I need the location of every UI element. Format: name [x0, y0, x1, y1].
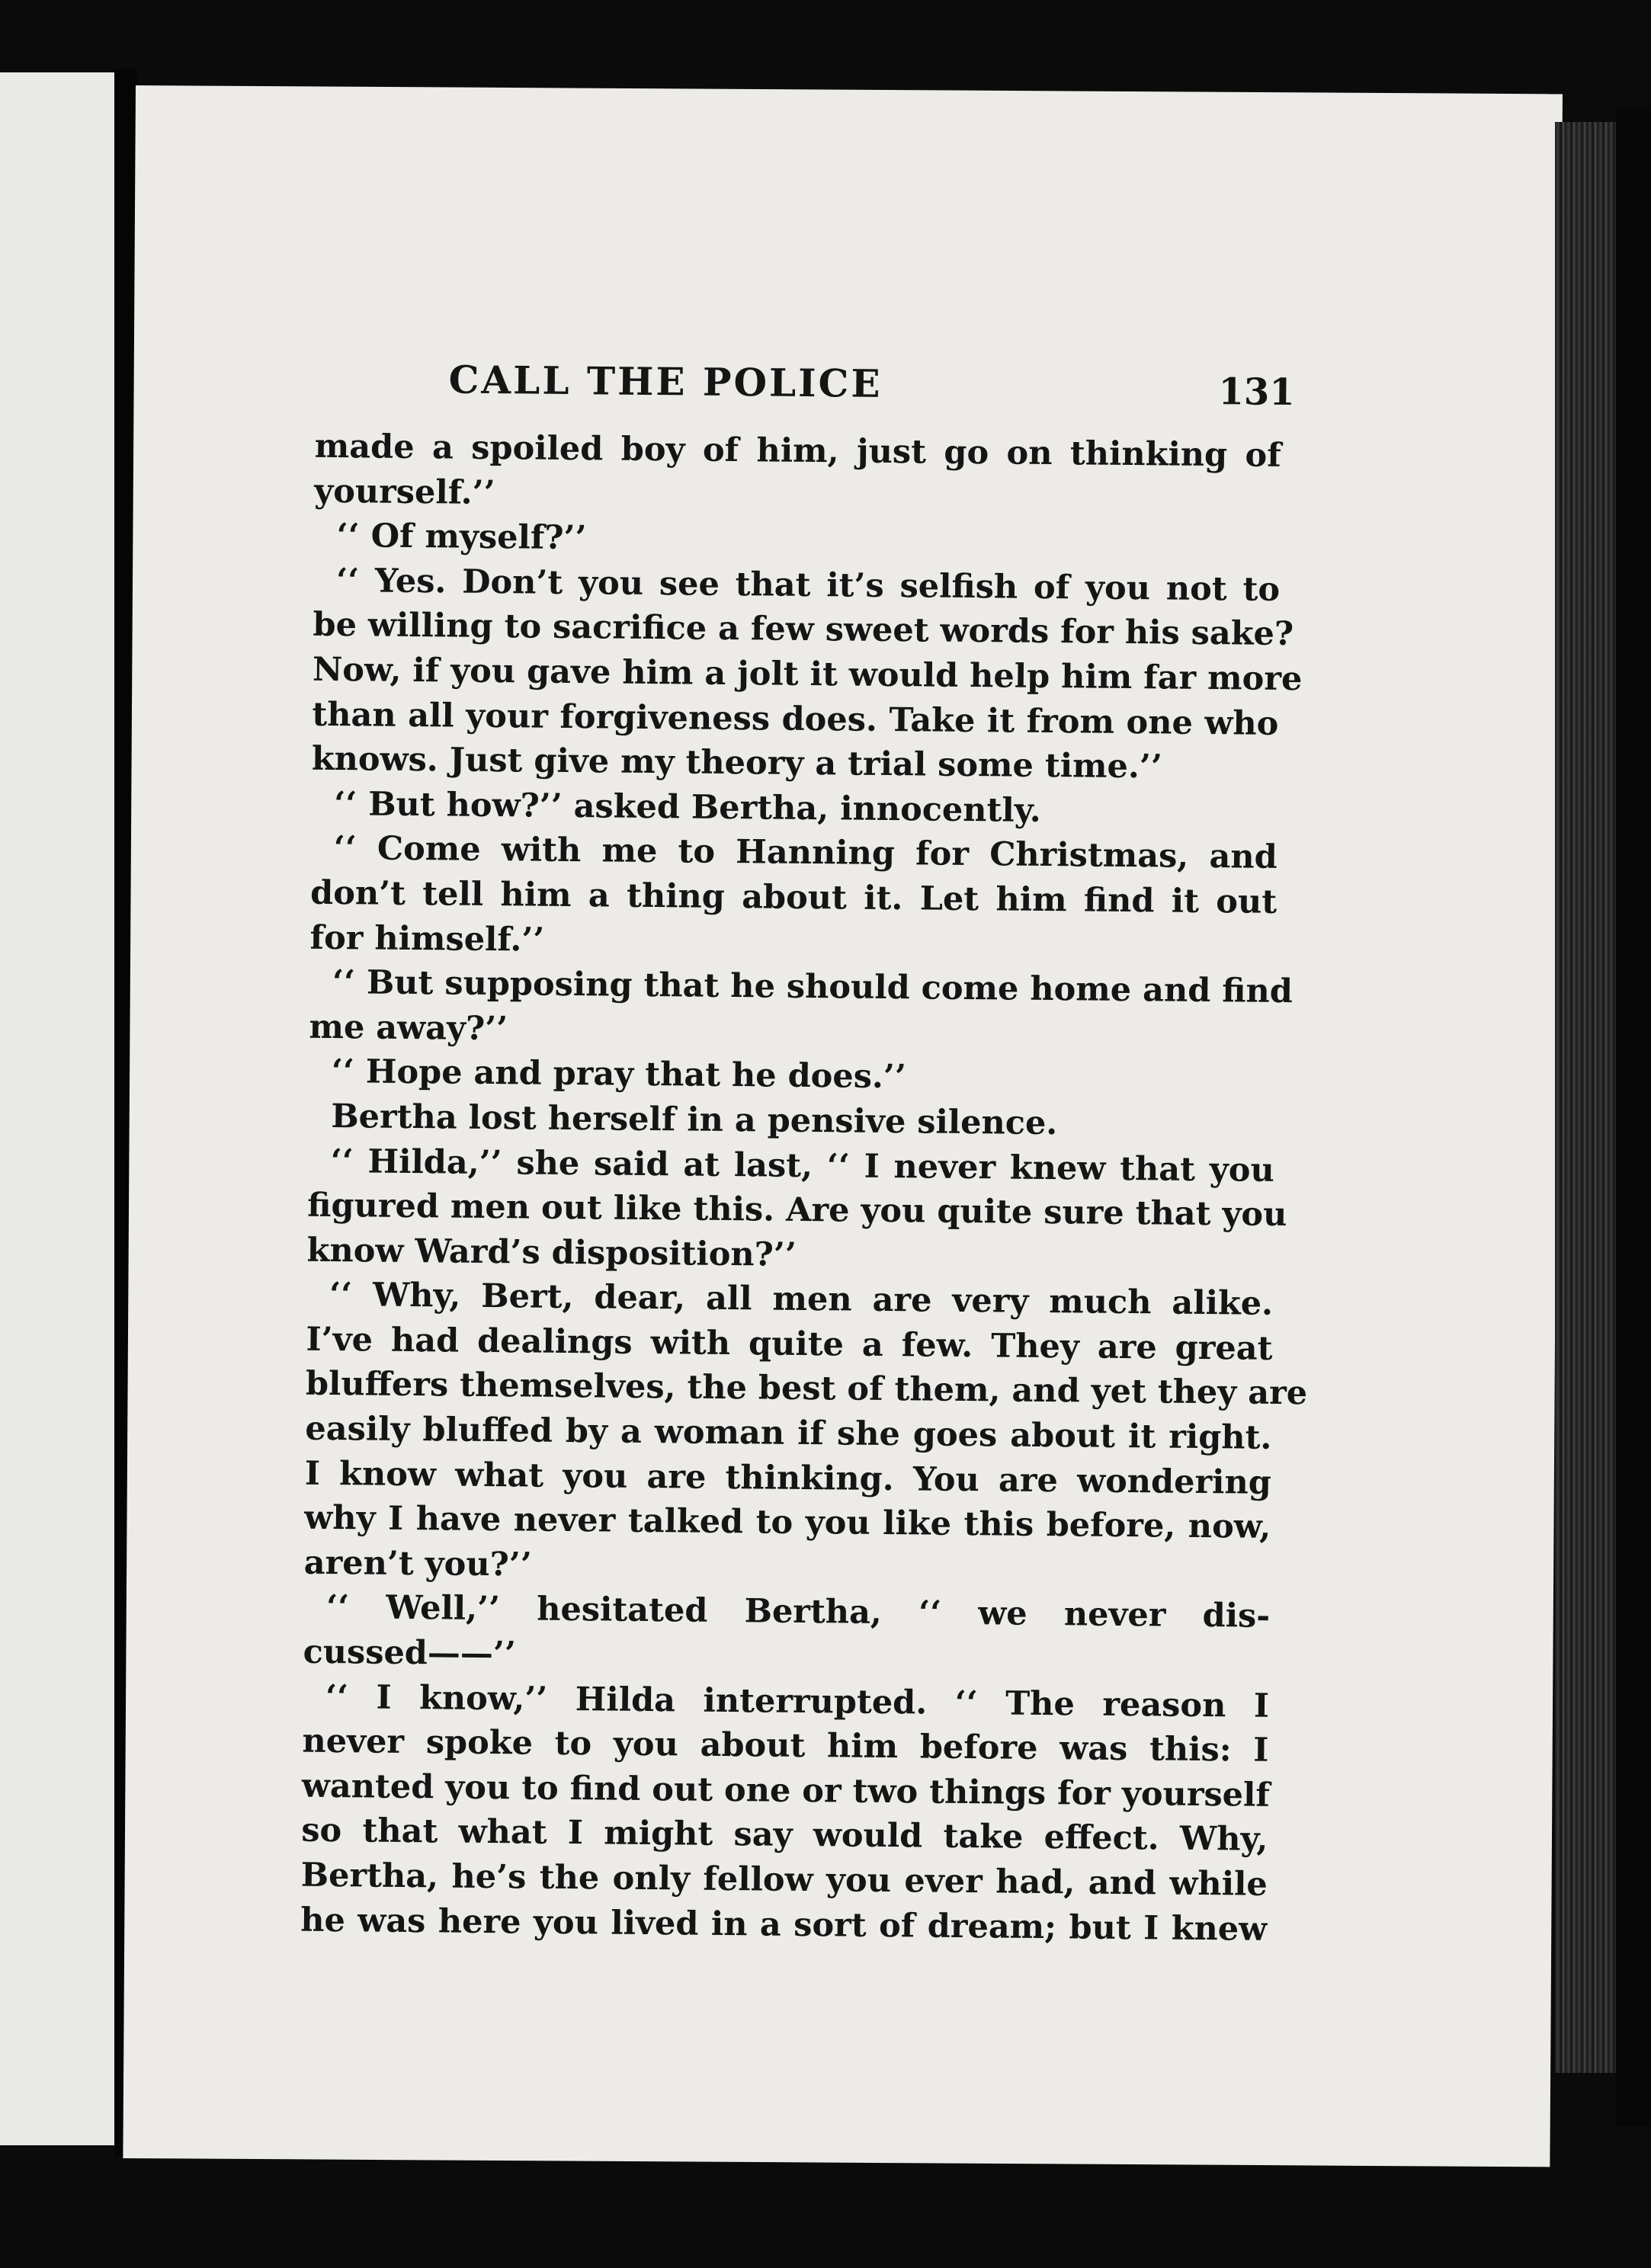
text-line: know Ward’s disposition?’’ — [306, 1231, 797, 1274]
scan-border — [1616, 107, 1651, 2126]
text-line: made a spoiled boy of him, just go on thinking of — [314, 427, 1281, 475]
text-line: for himself.’’ — [309, 918, 545, 959]
text-line: don’t tell him a thing about it. Let him find it out — [309, 873, 1278, 921]
text-line: so that what I might say would take effect. Why, — [301, 1812, 1268, 1860]
text-line: ‘‘ Why, Bert, dear, all men are very much alike. — [329, 1276, 1274, 1324]
text-line: I’ve had dealings with quite a few. They are great — [306, 1320, 1273, 1368]
text-line: ‘‘ But supposing that he should come home and find — [332, 963, 1294, 1011]
text-line: ‘‘ I know,’’ Hilda interrupted. ‘‘ The reason I — [325, 1677, 1270, 1725]
text-line: ‘‘ Of myself?’’ — [336, 517, 587, 558]
text-line: figured men out like this. Are you quite sure that you — [306, 1186, 1287, 1235]
text-line: wanted you to find out one or two things for yourself — [301, 1767, 1271, 1815]
text-line: ‘‘ Well,’’ hesitated Bertha, ‘‘ we never dis- — [325, 1588, 1271, 1636]
text-line: aren’t you?’’ — [303, 1543, 532, 1584]
text-line: bluffers themselves, the best of them, and yet they are — [305, 1365, 1308, 1413]
running-title: CALL THE POLICE — [448, 357, 883, 406]
text-line: he was here you lived in a sort of dream; but I knew — [300, 1901, 1268, 1949]
facing-page-edge — [0, 72, 114, 2145]
text-line: me away?’’ — [309, 1007, 508, 1048]
text-line: be willing to sacrifice a few sweet words for his sake? — [313, 606, 1294, 654]
text-line: ‘‘ Yes. Don’t you see that it’s selfish of you not to — [335, 561, 1281, 609]
text-line: yourself.’’ — [313, 472, 495, 512]
text-line: easily bluffed by a woman if she goes about it right. — [305, 1409, 1272, 1457]
text-line: never spoke to you about him before was this: I — [302, 1722, 1269, 1770]
text-line: ‘‘ But how?’’ asked Bertha, innocently. — [334, 784, 1042, 830]
page-stack-edges — [1555, 122, 1616, 2073]
text-line: ‘‘ Hope and pray that he does.’’ — [331, 1052, 907, 1097]
body-text — [300, 424, 1308, 1952]
text-line: ‘‘ Come with me to Hanning for Christmas, and — [333, 829, 1278, 877]
text-line: Now, if you gave him a jolt it would help him far more — [312, 650, 1303, 699]
text-line: I know what you are thinking. You are wondering — [304, 1454, 1272, 1502]
text-line: ‘‘ Hilda,’’ she said at last, ‘‘ I never knew that you — [330, 1142, 1274, 1190]
text-line: Bertha, he’s the only fellow you ever had, and while — [300, 1856, 1268, 1904]
text-line: than all your forgiveness does. Take it from one who — [312, 695, 1279, 743]
text-line: Bertha lost herself in a pensive silence. — [331, 1097, 1058, 1143]
text-line: knows. Just give my theory a trial some time.’’ — [311, 739, 1163, 786]
page-number: 131 — [1218, 370, 1296, 415]
text-line: cussed——’’ — [303, 1632, 517, 1674]
text-line: why I have never talked to you like this before, now, — [304, 1498, 1271, 1547]
